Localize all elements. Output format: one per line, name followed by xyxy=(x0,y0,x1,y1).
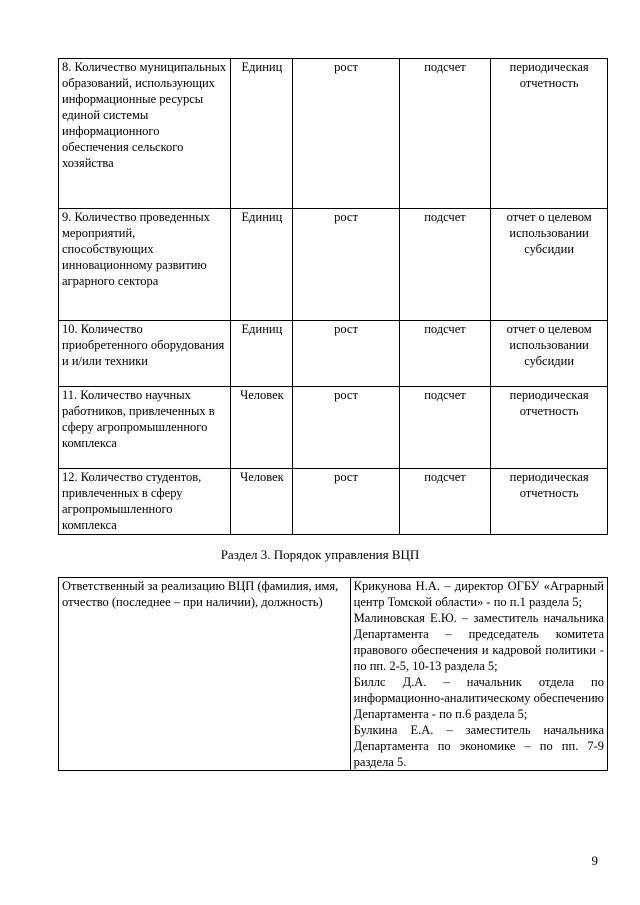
indicator-source: отчет о целевом использовании субсидии xyxy=(491,321,608,387)
indicator-trend: рост xyxy=(293,59,399,209)
indicator-name: 8. Количество муниципальных образований, использующих информационные ресурсы единой системы информационного обеспечения сельского хозяйства xyxy=(59,59,231,209)
responsible-list xyxy=(350,578,607,771)
table-row xyxy=(59,578,608,771)
indicator-unit: Единиц xyxy=(231,209,293,321)
indicator-source: отчет о целевом использовании субсидии xyxy=(491,209,608,321)
indicator-name: 11. Количество научных работников, привлеченных в сферу агропромышленного комплекса xyxy=(59,387,231,469)
indicator-method: подсчет xyxy=(399,321,491,387)
indicator-unit: Единиц xyxy=(231,59,293,209)
responsible-entry: Булкина Е.А. – заместитель начальника Департамента по экономике – по пп. 7-9 раздела 5. xyxy=(353,723,604,769)
indicator-source: периодическая отчетность xyxy=(491,387,608,469)
indicator-method: подсчет xyxy=(399,59,491,209)
indicator-trend: рост xyxy=(293,209,399,321)
indicator-trend: рост xyxy=(293,321,399,387)
indicator-unit: Единиц xyxy=(231,321,293,387)
indicator-name: 9. Количество проведенных мероприятий, способствующих инновационному развитию аграрного сектора xyxy=(59,209,231,321)
management-table xyxy=(58,577,608,771)
indicator-name: 12. Количество студентов, привлеченных в сферу агропромышленного комплекса xyxy=(59,469,231,535)
page-number: 9 xyxy=(591,853,598,868)
responsible-entry: Крикунова Н.А. – директор ОГБУ «Аграрный центр Томской области» - по п.1 раздела 5; xyxy=(353,579,604,609)
table-row xyxy=(59,321,608,387)
indicator-method: подсчет xyxy=(399,209,491,321)
indicator-trend: рост xyxy=(293,469,399,535)
table-row xyxy=(59,469,608,535)
responsible-label: Ответственный за реализацию ВЦП (фамилия, имя, отчество (последнее – при наличии), должность) xyxy=(59,578,351,771)
indicator-method: подсчет xyxy=(399,469,491,535)
table-row xyxy=(59,209,608,321)
indicator-name: 10. Количество приобретенного оборудования и и/или техники xyxy=(59,321,231,387)
indicator-source: периодическая отчетность xyxy=(491,469,608,535)
responsible-entry: Биллс Д.А. – начальник отдела по информационно-аналитическому обеспечению Департамента - по п.6 раздела 5; xyxy=(353,675,604,721)
indicator-method: подсчет xyxy=(399,387,491,469)
indicator-source: периодическая отчетность xyxy=(491,59,608,209)
responsible-entry: Малиновская Е.Ю. – заместитель начальника Департамента – председатель комитета правового обеспечения и кадровой политики - по пп. 2-5, 10-13 раздела 5; xyxy=(353,611,604,673)
indicator-unit: Человек xyxy=(231,469,293,535)
indicators-table xyxy=(58,58,608,535)
table-row xyxy=(59,59,608,209)
section-title: Раздел 3. Порядок управления ВЦП xyxy=(220,547,420,562)
indicator-trend: рост xyxy=(293,387,399,469)
indicator-unit: Человек xyxy=(231,387,293,469)
table-row xyxy=(59,387,608,469)
